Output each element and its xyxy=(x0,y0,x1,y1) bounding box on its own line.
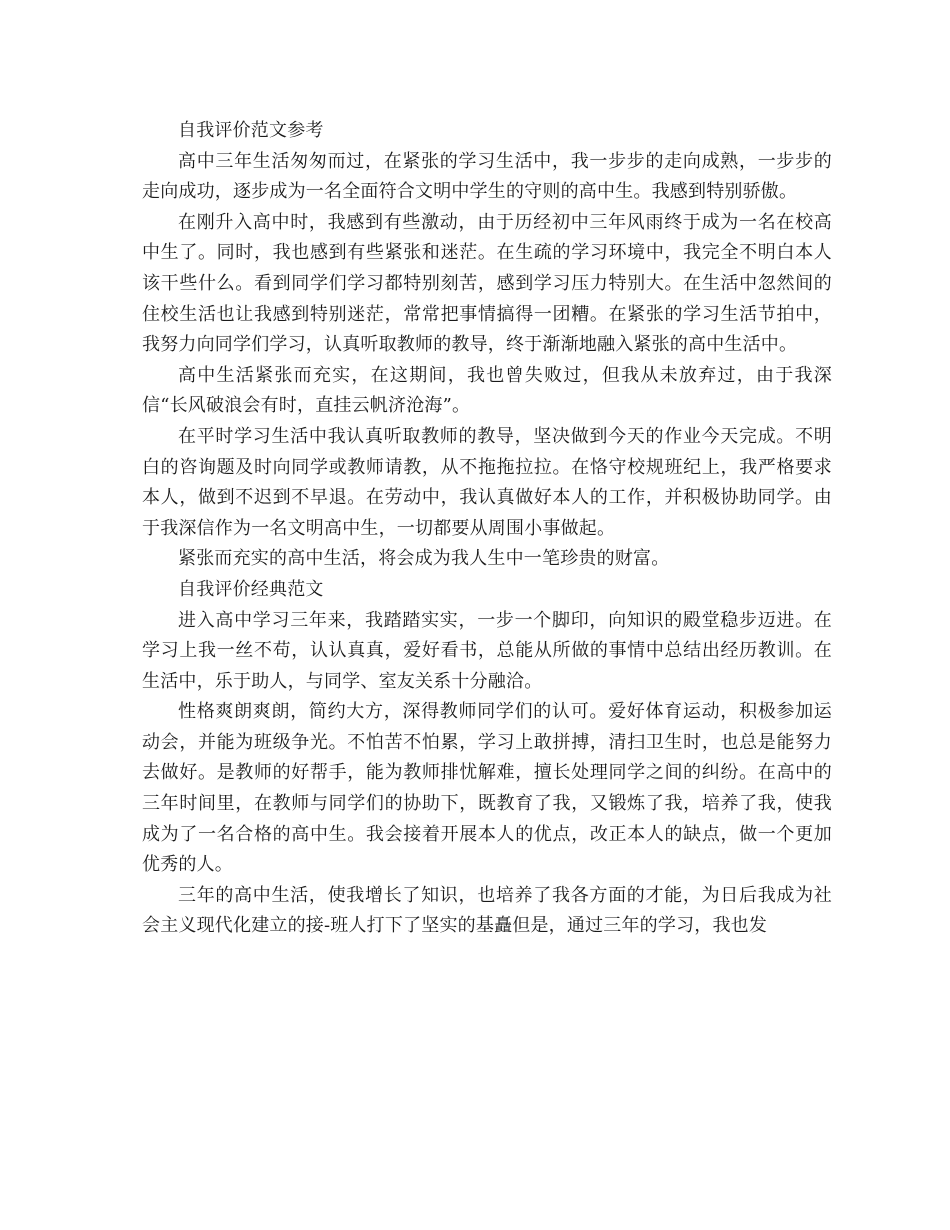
document-body xyxy=(142,116,832,942)
paragraph: 在刚升入高中时，我感到有些激动，由于历经初中三年风雨终于成为一名在校高中生了。同时，我也感到有些紧张和迷茫。在生疏的学习环境中，我完全不明白本人该干些什么。看到同学们学习都特别刻苦，感到学习压力特别大。在生活中忽然间的住校生活也让我感到特别迷茫，常常把事情搞得一团糟。在紧张的学习生活节拍中，我努力向同学们学习，认真听取教师的教导，终于渐渐地融入紧张的高中生活中。 xyxy=(142,211,832,356)
paragraph: 高中三年生活匆匆而过，在紧张的学习生活中，我一步步的走向成熟，一步步的走向成功，逐步成为一名全面符合文明中学生的守则的高中生。我感到特别骄傲。 xyxy=(142,150,832,203)
paragraph: 性格爽朗爽朗，简约大方，深得教师同学们的认可。爱好体育运动，积极参加运动会，并能为班级争光。不怕苦不怕累，学习上敢拼搏，清扫卫生时，也总是能努力去做好。是教师的好帮手，能为教师排忧解难，擅长处理同学之间的纠纷。在高中的三年时间里，在教师与同学们的协助下，既教育了我，又锻炼了我，培养了我，使我成为了一名合格的高中生。我会接着开展本人的优点，改正本人的缺点，做一个更加优秀的人。 xyxy=(142,701,832,876)
paragraph: 紧张而充实的高中生活，将会成为我人生中一笔珍贵的财富。 xyxy=(178,548,670,570)
heading-reference-essay: 自我评价范文参考 xyxy=(178,120,324,141)
heading-classic-essay: 自我评价经典范文 xyxy=(178,578,324,600)
paragraph: 三年的高中生活，使我增长了知识，也培养了我各方面的才能，为日后我成为社会主义现代化建立的接-班人打下了坚实的基矗但是，通过三年的学习，我也发 xyxy=(142,884,832,937)
paragraph: 在平时学习生活中我认真听取教师的教导，坚决做到今天的作业今天完成。不明白的咨询题及时向同学或教师请教，从不拖拖拉拉。在恪守校规班纪上，我严格要求本人，做到不迟到不早退。在劳动中，我认真做好本人的工作，并积极协助同学。由于我深信作为一名文明高中生，一切都要从周围小事做起。 xyxy=(142,425,832,539)
paragraph: 高中生活紧张而充实，在这期间，我也曾失败过，但我从未放弃过，由于我深信“长风破浪会有时，直挂云帆济沧海”。 xyxy=(142,364,832,417)
paragraph: 进入高中学习三年来，我踏踏实实，一步一个脚印，向知识的殿堂稳步迈进。在学习上我一丝不苟，认认真真，爱好看书，总能从所做的事情中总结出经历教训。在生活中，乐于助人，与同学、室友关系十分融洽。 xyxy=(142,609,832,692)
